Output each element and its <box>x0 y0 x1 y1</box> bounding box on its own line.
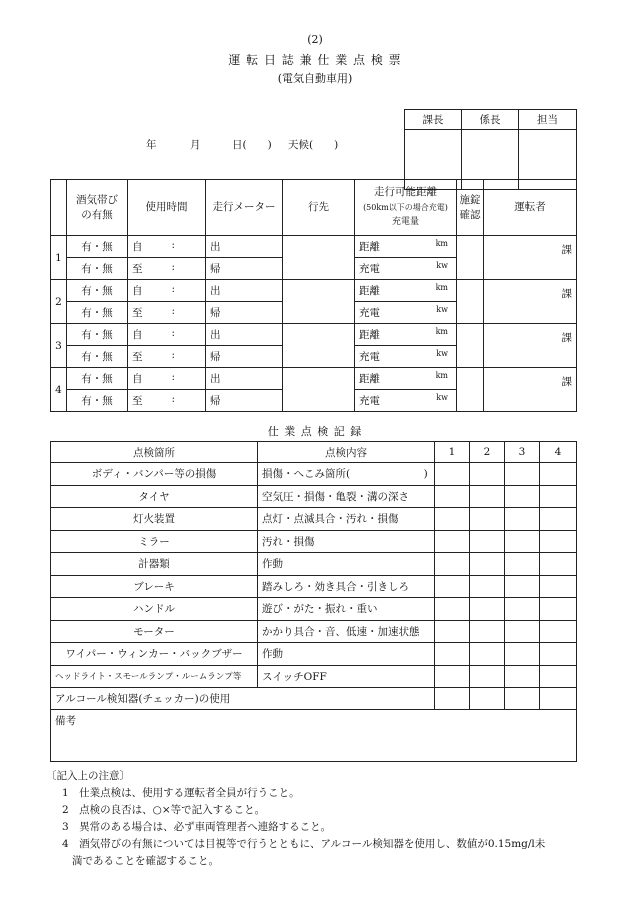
meter-back-field[interactable] <box>206 390 283 412</box>
charge-field[interactable] <box>355 346 457 368</box>
inspection-table <box>50 441 577 762</box>
meter-back-label: 帰 <box>210 351 221 363</box>
alcohol-check-cell-1[interactable] <box>435 688 470 710</box>
log-header-range-note: (50km以下の場合充電) <box>363 203 448 212</box>
meter-back-field[interactable] <box>206 302 283 324</box>
meter-out-label: 出 <box>210 373 221 385</box>
to-label: 至 <box>132 395 143 407</box>
inspection-row <box>51 620 577 643</box>
inspection-check-cell-1[interactable] <box>435 553 470 576</box>
log-header-range-label: 走行可能距離 <box>374 186 437 198</box>
inspection-check-cell-2[interactable] <box>470 485 505 508</box>
inspection-check-cell-4[interactable] <box>540 575 577 598</box>
alcohol-check-cell[interactable]: 有・無 <box>67 236 128 258</box>
note-item: 2 点検の良否は、○×等で記入すること。 <box>62 804 266 816</box>
alcohol-check-cell[interactable]: 有・無 <box>67 302 128 324</box>
inspection-row <box>51 463 577 486</box>
from-label: 自 <box>132 329 143 341</box>
alcohol-check-cell-2[interactable] <box>470 688 505 710</box>
inspection-location: ハンドル <box>51 598 258 621</box>
driver-field[interactable] <box>484 324 577 368</box>
inspection-content: 作動 <box>258 553 435 576</box>
remarks-field[interactable] <box>51 710 577 762</box>
inspection-check-cell-1[interactable] <box>435 575 470 598</box>
approval-chief-label: 係長 <box>462 110 519 130</box>
approval-manager-label: 課長 <box>405 110 462 130</box>
distance-label: 距離 <box>359 373 380 385</box>
from-label: 自 <box>132 285 143 297</box>
department-suffix: 課 <box>561 288 572 300</box>
inspection-check-cell-2[interactable] <box>470 508 505 531</box>
charge-field[interactable] <box>355 390 457 412</box>
inspection-check-cell-3[interactable] <box>505 463 540 486</box>
lock-check-cell[interactable] <box>457 324 484 368</box>
meter-back-label: 帰 <box>210 395 221 407</box>
destination-field[interactable] <box>283 236 355 280</box>
inspection-header-location: 点検箇所 <box>51 442 258 463</box>
notes-title: 〔記入上の注意〕 <box>46 770 130 782</box>
inspection-content: 空気圧・損傷・亀裂・溝の深さ <box>258 485 435 508</box>
inspection-check-cell-3[interactable] <box>505 620 540 643</box>
log-row-number: 4 <box>51 368 67 412</box>
inspection-content: スイッチOFF <box>258 665 435 688</box>
form-number: (2) <box>307 33 323 46</box>
charge-unit: kw <box>436 305 448 314</box>
charge-field[interactable] <box>355 302 457 324</box>
distance-label: 距離 <box>359 241 380 253</box>
notes-section <box>46 768 606 870</box>
department-suffix: 課 <box>561 332 572 344</box>
meter-back-label: 帰 <box>210 307 221 319</box>
log-row-number: 1 <box>51 236 67 280</box>
note-item-continuation: 満であることを確認すること。 <box>72 855 219 867</box>
date-month: 月 <box>190 139 201 151</box>
log-header-destination: 行先 <box>283 180 355 236</box>
inspection-location: 灯火装置 <box>51 508 258 531</box>
alcohol-check-cell[interactable]: 有・無 <box>67 368 128 390</box>
log-row-number: 3 <box>51 324 67 368</box>
end-time-field[interactable] <box>128 302 206 324</box>
approval-staff-label: 担当 <box>519 110 577 130</box>
driving-log-table <box>50 179 577 412</box>
to-label: 至 <box>132 307 143 319</box>
lock-check-cell[interactable] <box>457 368 484 412</box>
to-label: 至 <box>132 351 143 363</box>
inspection-location: 計器類 <box>51 553 258 576</box>
end-time-field[interactable] <box>128 258 206 280</box>
note-item: 4 酒気帯びの有無については目視等で行うとともに、アルコール検知器を使用し、数値が0.15mg/l未 <box>62 838 546 850</box>
inspection-check-cell-2[interactable] <box>470 665 505 688</box>
meter-out-field[interactable] <box>206 324 283 346</box>
meter-out-field[interactable] <box>206 368 283 390</box>
destination-field[interactable] <box>283 280 355 324</box>
department-suffix: 課 <box>561 244 572 256</box>
charge-field[interactable] <box>355 258 457 280</box>
inspection-content: 汚れ・損傷 <box>258 530 435 553</box>
log-row-number: 2 <box>51 280 67 324</box>
inspection-check-cell-1[interactable] <box>435 508 470 531</box>
date-day: 日( ) <box>232 139 272 151</box>
meter-out-label: 出 <box>210 329 221 341</box>
from-label: 自 <box>132 241 143 253</box>
inspection-check-cell-4[interactable] <box>540 665 577 688</box>
inspection-check-cell-2[interactable] <box>470 463 505 486</box>
log-header-meter: 走行メーター <box>206 180 283 236</box>
log-row <box>51 368 577 390</box>
lock-check-cell[interactable] <box>457 280 484 324</box>
log-header-charge-amount: 充電量 <box>391 217 419 227</box>
inspection-row <box>51 643 577 666</box>
alcohol-check-cell[interactable]: 有・無 <box>67 280 128 302</box>
start-time-field[interactable] <box>128 280 206 302</box>
inspection-check-cell-1[interactable] <box>435 598 470 621</box>
inspection-content: かかり具合・音、低速・加速状態 <box>258 620 435 643</box>
meter-out-label: 出 <box>210 241 221 253</box>
inspection-header-1: 1 <box>435 442 470 463</box>
inspection-row <box>51 485 577 508</box>
remarks-label: 備考 <box>55 715 76 727</box>
from-label: 自 <box>132 373 143 385</box>
distance-field[interactable] <box>355 280 457 302</box>
log-header-alcohol: 酒気帯びの有無 <box>67 180 128 236</box>
inspection-check-cell-3[interactable] <box>505 575 540 598</box>
start-time-field[interactable] <box>128 368 206 390</box>
charge-unit: kw <box>436 261 448 270</box>
meter-back-label: 帰 <box>210 263 221 275</box>
note-item: 1 仕業点検は、使用する運転者全員が行うこと。 <box>62 787 300 799</box>
log-row <box>51 324 577 346</box>
inspection-check-cell-2[interactable] <box>470 553 505 576</box>
lock-check-cell[interactable] <box>457 236 484 280</box>
inspection-check-cell-1[interactable] <box>435 530 470 553</box>
inspection-title: 仕 業 点 検 記 録 <box>267 425 363 438</box>
inspection-row <box>51 508 577 531</box>
inspection-check-cell-2[interactable] <box>470 575 505 598</box>
inspection-check-cell-4[interactable] <box>540 643 577 666</box>
inspection-location: ミラー <box>51 530 258 553</box>
inspection-check-cell-1[interactable] <box>435 485 470 508</box>
log-header-driver: 運転者 <box>484 180 577 236</box>
department-suffix: 課 <box>561 376 572 388</box>
to-label: 至 <box>132 263 143 275</box>
inspection-row <box>51 665 577 688</box>
driver-field[interactable] <box>484 368 577 412</box>
charge-unit: kw <box>436 349 448 358</box>
inspection-check-cell-2[interactable] <box>470 643 505 666</box>
charge-label: 充電 <box>359 307 380 319</box>
meter-out-field[interactable] <box>206 236 283 258</box>
distance-unit: km <box>435 283 448 292</box>
inspection-check-cell-1[interactable] <box>435 463 470 486</box>
inspection-location: ヘッドライト・スモールランプ・ルームランプ等 <box>51 665 258 688</box>
distance-unit: km <box>435 371 448 380</box>
distance-field[interactable] <box>355 324 457 346</box>
inspection-check-cell-4[interactable] <box>540 620 577 643</box>
meter-back-field[interactable] <box>206 258 283 280</box>
inspection-check-cell-1[interactable] <box>435 665 470 688</box>
date-weather: 天候( ) <box>288 139 339 151</box>
inspection-check-cell-1[interactable] <box>435 643 470 666</box>
time-colon: : <box>171 371 175 383</box>
inspection-check-cell-2[interactable] <box>470 620 505 643</box>
inspection-check-cell-4[interactable] <box>540 508 577 531</box>
page-subtitle: (電気自動車用) <box>277 72 353 85</box>
inspection-header-3: 3 <box>505 442 540 463</box>
alcohol-check-cell[interactable]: 有・無 <box>67 258 128 280</box>
driver-field[interactable] <box>484 280 577 324</box>
inspection-row <box>51 575 577 598</box>
inspection-check-cell-2[interactable] <box>470 530 505 553</box>
alcohol-check-cell[interactable]: 有・無 <box>67 324 128 346</box>
inspection-check-cell-3[interactable] <box>505 530 540 553</box>
inspection-check-cell-4[interactable] <box>540 530 577 553</box>
time-colon: : <box>171 239 175 251</box>
inspection-check-cell-3[interactable] <box>505 508 540 531</box>
end-time-field[interactable] <box>128 390 206 412</box>
log-row <box>51 280 577 302</box>
inspection-check-cell-3[interactable] <box>505 598 540 621</box>
inspection-check-cell-4[interactable] <box>540 598 577 621</box>
driver-field[interactable] <box>484 236 577 280</box>
inspection-content: 作動 <box>258 643 435 666</box>
inspection-content: 点灯・点滅具合・汚れ・損傷 <box>258 508 435 531</box>
distance-label: 距離 <box>359 329 380 341</box>
inspection-location: ボディ・バンパー等の損傷 <box>51 463 258 486</box>
alcohol-check-cell[interactable]: 有・無 <box>67 346 128 368</box>
inspection-header-4: 4 <box>540 442 577 463</box>
inspection-location: モーター <box>51 620 258 643</box>
time-colon: : <box>171 349 175 361</box>
charge-label: 充電 <box>359 351 380 363</box>
alcohol-check-cell-3[interactable] <box>505 688 540 710</box>
charge-label: 充電 <box>359 263 380 275</box>
inspection-check-cell-1[interactable] <box>435 620 470 643</box>
inspection-check-cell-3[interactable] <box>505 485 540 508</box>
log-header-no <box>51 180 67 236</box>
inspection-location: ワイパー・ウィンカー・バックブザー <box>51 643 258 666</box>
time-colon: : <box>171 327 175 339</box>
log-header-lock: 施錠確認 <box>457 180 484 236</box>
charge-label: 充電 <box>359 395 380 407</box>
distance-unit: km <box>435 327 448 336</box>
alcohol-checker-row-label: アルコール検知器(チェッカー)の使用 <box>51 688 435 710</box>
meter-back-field[interactable] <box>206 346 283 368</box>
time-colon: : <box>171 283 175 295</box>
inspection-row <box>51 553 577 576</box>
inspection-check-cell-4[interactable] <box>540 485 577 508</box>
inspection-check-cell-4[interactable] <box>540 463 577 486</box>
note-item: 3 異常のある場合は、必ず車両管理者へ連絡すること。 <box>62 821 332 833</box>
time-colon: : <box>171 261 175 273</box>
inspection-row <box>51 530 577 553</box>
distance-field[interactable] <box>355 236 457 258</box>
distance-unit: km <box>435 239 448 248</box>
destination-field[interactable] <box>283 368 355 412</box>
inspection-check-cell-3[interactable] <box>505 665 540 688</box>
start-time-field[interactable] <box>128 236 206 258</box>
distance-label: 距離 <box>359 285 380 297</box>
alcohol-check-cell[interactable]: 有・無 <box>67 390 128 412</box>
meter-out-label: 出 <box>210 285 221 297</box>
time-colon: : <box>171 305 175 317</box>
inspection-location: ブレーキ <box>51 575 258 598</box>
destination-field[interactable] <box>283 324 355 368</box>
start-time-field[interactable] <box>128 324 206 346</box>
time-colon: : <box>171 393 175 405</box>
inspection-check-cell-3[interactable] <box>505 643 540 666</box>
log-row <box>51 236 577 258</box>
inspection-content: 遊び・がた・振れ・重い <box>258 598 435 621</box>
approval-table <box>404 109 577 190</box>
inspection-check-cell-4[interactable] <box>540 553 577 576</box>
distance-field[interactable] <box>355 368 457 390</box>
inspection-check-cell-2[interactable] <box>470 598 505 621</box>
inspection-row <box>51 598 577 621</box>
inspection-header-2: 2 <box>470 442 505 463</box>
inspection-check-cell-3[interactable] <box>505 553 540 576</box>
charge-unit: kw <box>436 393 448 402</box>
inspection-content: 踏みしろ・効き具合・引きしろ <box>258 575 435 598</box>
inspection-content: 損傷・へこみ箇所( ) <box>258 463 435 486</box>
date-year: 年 <box>146 139 157 151</box>
page-title: 運 転 日 誌 兼 仕 業 点 検 票 <box>228 53 402 67</box>
inspection-header-content: 点検内容 <box>258 442 435 463</box>
alcohol-check-cell-4[interactable] <box>540 688 577 710</box>
meter-out-field[interactable] <box>206 280 283 302</box>
log-header-time: 使用時間 <box>128 180 206 236</box>
inspection-location: タイヤ <box>51 485 258 508</box>
end-time-field[interactable] <box>128 346 206 368</box>
log-header-range <box>355 180 457 236</box>
